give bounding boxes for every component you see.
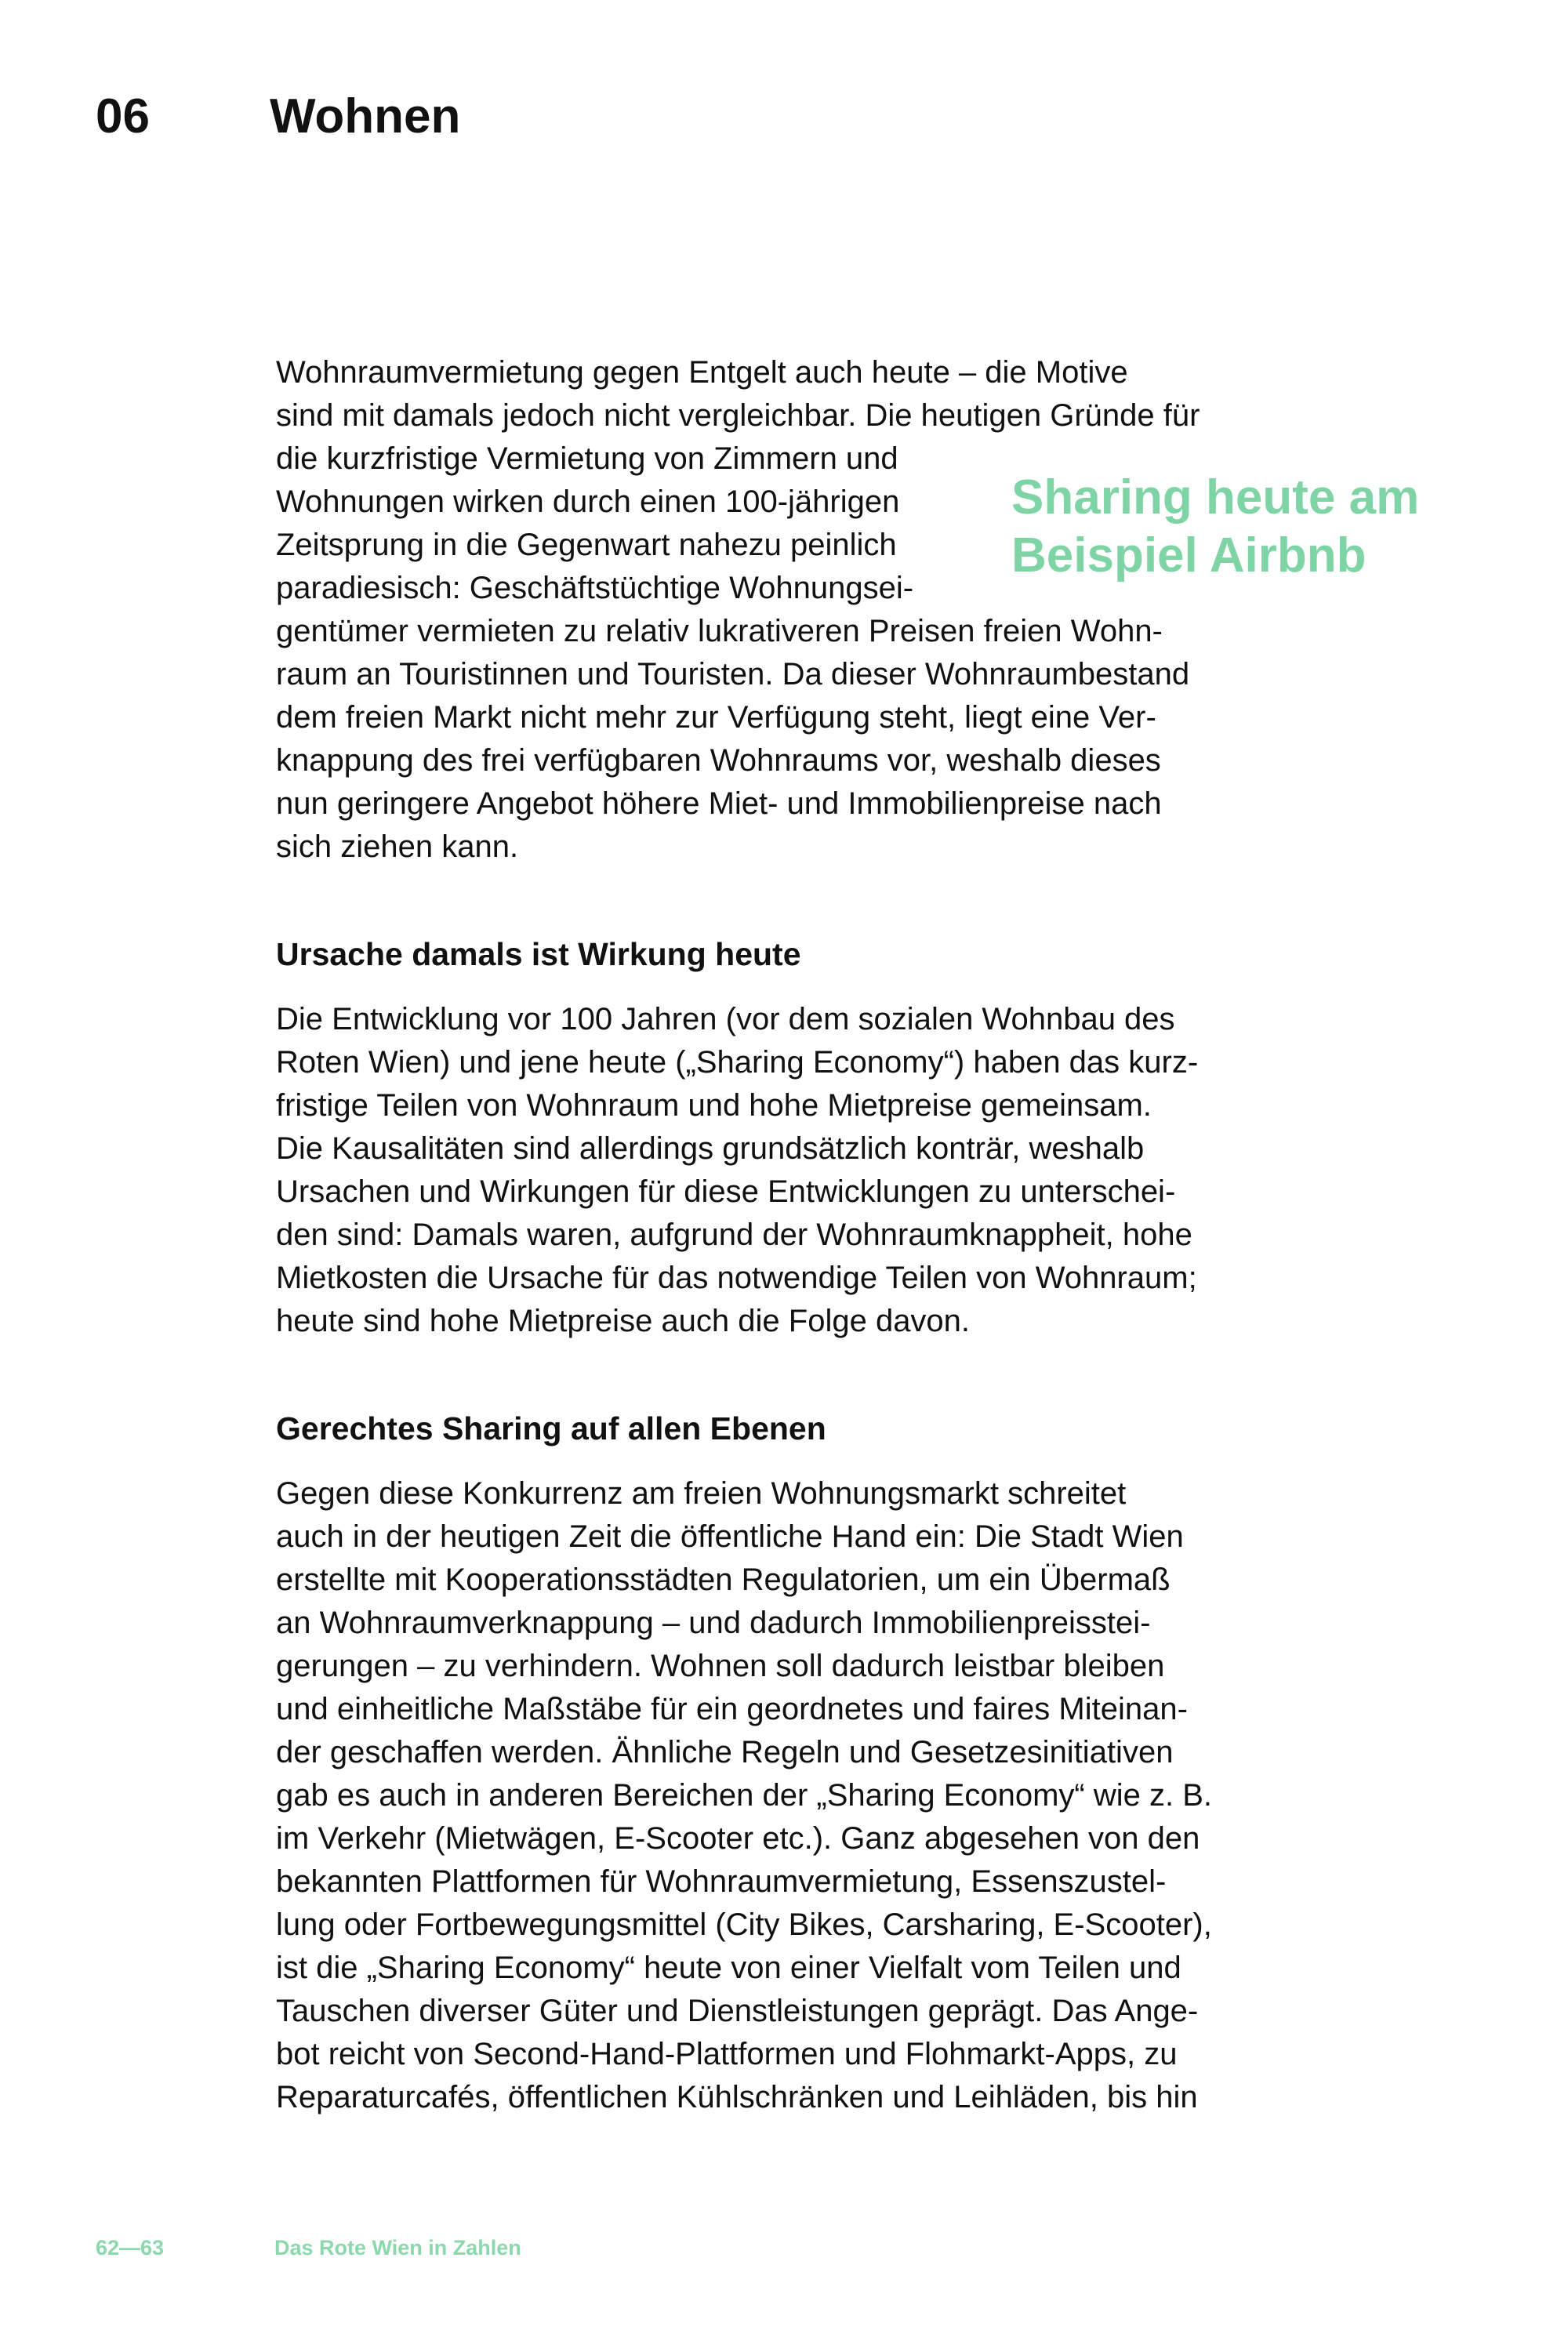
paragraph-line: Die Entwicklung vor 100 Jahren (vor dem sozialen Wohnbau des bbox=[276, 1002, 1175, 1036]
intro-paragraph bbox=[276, 351, 1256, 869]
paragraph-line: auch in der heutigen Zeit die öffentliche Hand ein: Die Stadt Wien bbox=[276, 1519, 1184, 1554]
intro-line: sich ziehen kann. bbox=[276, 829, 519, 864]
paragraph-line: im Verkehr (Mietwägen, E-Scooter etc.). Ganz abgesehen von den bbox=[276, 1821, 1200, 1856]
intro-line: knappung des frei verfügbaren Wohnraums vor, weshalb dieses bbox=[276, 743, 1161, 778]
paragraph-line: Reparaturcafés, öffentlichen Kühlschränken und Leihläden, bis hin bbox=[276, 2080, 1198, 2114]
paragraph-line: bot reicht von Second-Hand-Plattformen und Flohmarkt-Apps, zu bbox=[276, 2037, 1178, 2071]
intro-line: nun geringere Angebot höhere Miet- und Immobilienpreise nach bbox=[276, 786, 1162, 821]
intro-line: dem freien Markt nicht mehr zur Verfügung steht, liegt eine Ver- bbox=[276, 700, 1156, 735]
paragraph-line: der geschaffen werden. Ähnliche Regeln und Gesetzesinitiativen bbox=[276, 1735, 1174, 1769]
section-paragraph-ursache bbox=[276, 998, 1256, 1343]
paragraph-line: gab es auch in anderen Bereichen der „Sharing Economy“ wie z. B. bbox=[276, 1778, 1213, 1813]
footer-publication-title: Das Rote Wien in Zahlen bbox=[274, 2236, 521, 2259]
section-paragraph-sharing bbox=[276, 1472, 1256, 2119]
sidebar-title-line: Beispiel Airbnb bbox=[1011, 528, 1367, 583]
main-content bbox=[276, 351, 1256, 2119]
chapter-number: 06 bbox=[96, 89, 150, 143]
paragraph-line: Ursachen und Wirkungen für diese Entwicklungen zu unterschei- bbox=[276, 1174, 1176, 1209]
paragraph-line: Die Kausalitäten sind allerdings grundsätzlich konträr, weshalb bbox=[276, 1131, 1145, 1166]
paragraph-line: den sind: Damals waren, aufgrund der Wohnraumknappheit, hohe bbox=[276, 1218, 1192, 1252]
footer-page-numbers: 62—63 bbox=[96, 2236, 165, 2259]
paragraph-line: heute sind hohe Mietpreise auch die Folge davon. bbox=[276, 1304, 971, 1338]
paragraph-line: Mietkosten die Ursache für das notwendige Teilen von Wohnraum; bbox=[276, 1261, 1197, 1295]
paragraph-line: Gegen diese Konkurrenz am freien Wohnungsmarkt schreitet bbox=[276, 1476, 1127, 1511]
intro-line: paradiesisch: Geschäftstüchtige Wohnungsei- bbox=[276, 571, 914, 605]
intro-line: Zeitsprung in die Gegenwart nahezu peinlich bbox=[276, 528, 897, 562]
paragraph-line: fristige Teilen von Wohnraum und hohe Mietpreise gemeinsam. bbox=[276, 1088, 1152, 1123]
paragraph-line: erstellte mit Kooperationsstädten Regulatorien, um ein Übermaß bbox=[276, 1563, 1171, 1597]
sidebar-title-line: Sharing heute am bbox=[1011, 470, 1420, 524]
paragraph-line: Tauschen diverser Güter und Dienstleistungen geprägt. Das Ange- bbox=[276, 1994, 1199, 2028]
paragraph-line: bekannten Plattformen für Wohnraumvermietung, Essenszustel- bbox=[276, 1864, 1167, 1899]
intro-line: gentümer vermieten zu relativ lukrativeren Preisen freien Wohn- bbox=[276, 614, 1163, 648]
intro-line: sind mit damals jedoch nicht vergleichbar. Die heutigen Gründe für bbox=[276, 398, 1200, 433]
intro-line: raum an Touristinnen und Touristen. Da dieser Wohnraumbestand bbox=[276, 657, 1190, 691]
sidebar-pull-title bbox=[1011, 469, 1513, 585]
paragraph-line: Roten Wien) und jene heute („Sharing Economy“) haben das kurz- bbox=[276, 1045, 1199, 1080]
paragraph-line: ist die „Sharing Economy“ heute von einer Vielfalt vom Teilen und bbox=[276, 1951, 1181, 1985]
intro-line: Wohnraumvermietung gegen Entgelt auch heute – die Motive bbox=[276, 355, 1128, 390]
intro-line: die kurzfristige Vermietung von Zimmern und bbox=[276, 441, 898, 476]
chapter-title: Wohnen bbox=[270, 89, 461, 143]
intro-line: Wohnungen wirken durch einen 100-jährigen bbox=[276, 485, 900, 519]
paragraph-line: lung oder Fortbewegungsmittel (City Bikes, Carsharing, E-Scooter), bbox=[276, 1907, 1212, 1942]
paragraph-line: und einheitliche Maßstäbe für ein geordnetes und faires Miteinan- bbox=[276, 1692, 1188, 1726]
paragraph-line: gerungen – zu verhindern. Wohnen soll dadurch leistbar bleiben bbox=[276, 1649, 1165, 1683]
section-heading-ursache: Ursache damals ist Wirkung heute bbox=[276, 936, 801, 972]
paragraph-line: an Wohnraumverknappung – und dadurch Immobilienpreisstei- bbox=[276, 1606, 1151, 1640]
section-heading-sharing: Gerechtes Sharing auf allen Ebenen bbox=[276, 1410, 826, 1446]
